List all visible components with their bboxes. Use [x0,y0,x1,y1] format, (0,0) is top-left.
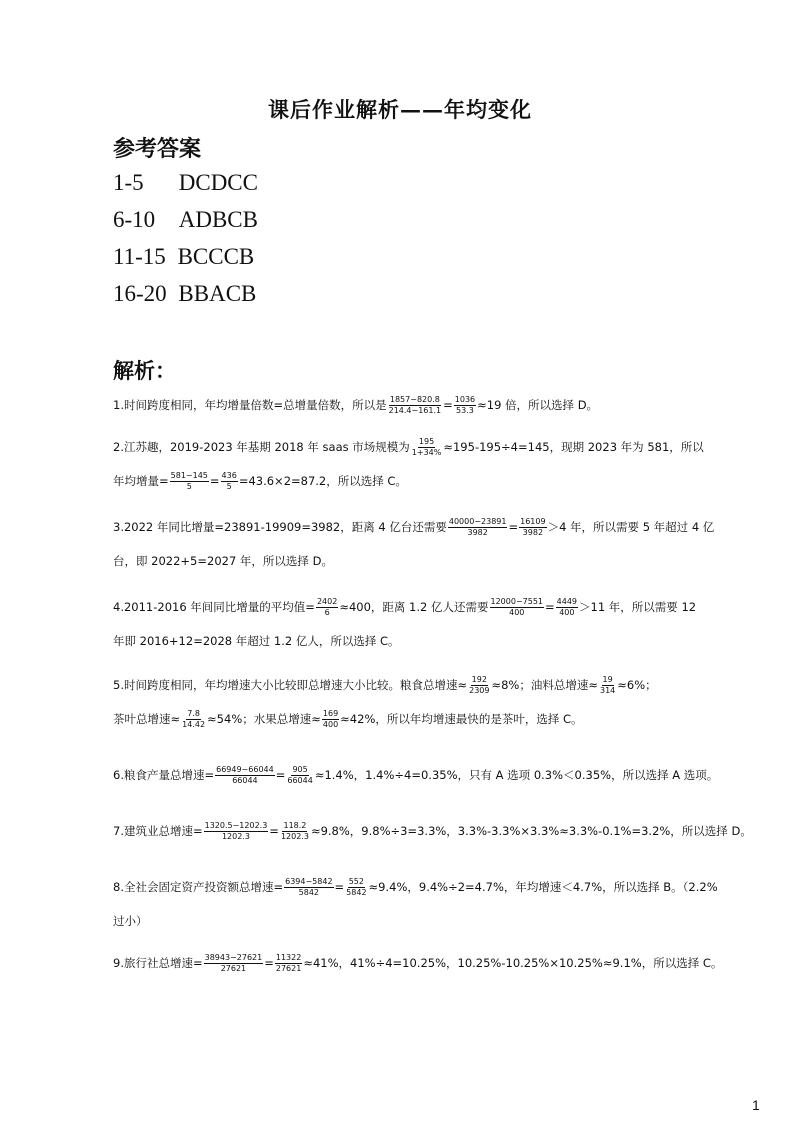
fraction [280,821,310,842]
item-text: = [209,474,220,488]
item-text: ≈8%；油料总增速≈ [491,678,598,692]
fraction [468,675,490,696]
fraction-numerator: 16109 [520,517,546,526]
fraction [345,877,367,898]
fraction [448,517,508,538]
item-text: ＞4 年，所以需要 5 年超过 4 亿 [547,520,715,534]
item-text: ≈42%，所以年均增速最快的是茶叶，选择 C。 [340,712,583,726]
page-number: 1 [752,1097,760,1113]
item-text: 9.旅行社总增速= [113,956,203,970]
fraction [316,597,338,618]
fraction [286,765,313,786]
answer-letters: DCDCC [178,170,258,195]
fraction-denominator: 1202.3 [280,832,309,841]
fraction-denominator: 400 [322,720,339,729]
item-text: =43.6×2=87.2，所以选择 C。 [238,474,407,488]
fraction-denominator: 27621 [275,964,302,973]
item-text: ≈54%；水果总增速≈ [207,712,321,726]
analysis-item-5 [113,668,698,736]
answer-letters: BBACB [178,281,257,306]
analysis-heading: 解析： [113,358,176,383]
item-text: 5.时间跨度相同，年均增速大小比较即总增速大小比较。粮食总增速≈ [113,678,468,692]
fraction-denominator: 214.4−161.1 [388,406,442,415]
item-line-2 [113,702,698,736]
item-text: ≈19 倍，所以选择 D。 [477,398,599,412]
item-text: ＞11 年，所以需要 12 [579,600,697,614]
fraction-denominator: 1+34% [411,448,442,457]
analysis-item-6 [113,758,719,792]
fraction-denominator: 1202.3 [221,832,250,841]
fraction [275,953,302,974]
item-text: 茶叶总增速≈ [113,712,181,726]
item-text: = [264,956,274,970]
fraction-numerator: 195 [418,437,435,446]
fraction-denominator: 27621 [220,964,247,973]
fraction [519,517,546,538]
fraction-numerator: 169 [322,709,339,718]
fraction-numerator: 1857−820.8 [389,395,440,404]
fraction [204,821,269,842]
fraction [322,709,339,730]
fraction-denominator: 5842 [298,888,319,897]
fraction-denominator: 2309 [469,686,490,695]
answer-letters: BCCCB [177,244,255,269]
analysis-item-4 [113,590,698,658]
fraction [204,953,264,974]
answer-line [113,170,258,196]
fraction-numerator: 40000−23891 [448,517,507,526]
item-text: ≈400，距离 1.2 亿人还需要 [339,600,489,614]
analysis-item-3 [113,510,715,578]
fraction-numerator: 118.2 [283,821,307,830]
fraction [284,877,333,898]
answer-range: 6-10 [113,207,156,232]
item-text: ≈41%，41%÷4=10.25%，10.25%-10.25%×10.25%≈9.1%，所以选择 C。 [303,956,723,970]
fraction-numerator: 1320.5−1202.3 [204,821,268,830]
answer-range: 16-20 [113,281,167,306]
fraction-denominator: 400 [559,608,575,617]
fraction [599,675,616,696]
fraction-denominator: 53.3 [456,406,474,415]
fraction-numerator: 38943−27621 [204,953,263,962]
answer-line [113,207,258,233]
item-text: ≈1.4%，1.4%÷4=0.35%，只有 A 选项 0.3%＜0.35%，所以选择 A 选项。 [314,768,719,782]
fraction [221,471,238,492]
fraction-numerator: 581−145 [170,471,208,480]
answer-letters: ADBCB [178,207,258,232]
analysis-item-2 [113,430,704,498]
fraction-denominator: 314 [599,686,616,695]
fraction-numerator: 2402 [316,597,338,606]
answer-range: 11-15 [113,244,166,269]
item-text: 1.时间跨度相同，年均增量倍数=总增量倍数，所以是 [113,398,387,412]
item-text: 8.全社会固定资产投资额总增速= [113,880,284,894]
fraction-denominator: 400 [509,608,525,617]
item-text: = [269,824,279,838]
analysis-item-8 [113,870,718,938]
analysis-item-7 [113,814,752,848]
fraction-denominator: 5 [186,482,192,491]
fraction-numerator: 6394−5842 [285,877,333,886]
fraction-numerator: 19 [602,675,613,684]
item-text: ≈6%； [617,678,657,692]
fraction [388,395,443,416]
fraction-denominator: 14.42 [182,720,206,729]
fraction-numerator: 436 [221,471,237,480]
fraction [170,471,209,492]
answer-range: 1-5 [113,170,144,195]
fraction-numerator: 12000−7551 [490,597,544,606]
fraction-denominator: 66044 [232,776,258,785]
page-title: 课后作业解析——年均变化 [268,97,532,122]
item-text: 4.2011-2016 年间同比增量的平均值= [113,600,315,614]
fraction [556,597,578,618]
fraction-numerator: 11322 [275,953,302,962]
item-text: = [508,520,519,534]
fraction-denominator: 66044 [287,776,313,785]
fraction-numerator: 192 [471,675,487,684]
item-line-2: 台，即 2022+5=2027 年，所以选择 D。 [113,554,333,568]
fraction-numerator: 7.8 [187,709,200,718]
item-line-2: 年即 2016+12=2028 年超过 1.2 亿人，所以选择 C。 [113,634,400,648]
fraction-denominator: 6 [324,608,330,617]
item-text: = [275,768,286,782]
fraction-denominator: 5842 [346,888,367,897]
item-text: = [545,600,555,614]
analysis-item-9 [113,946,723,980]
item-line-2 [113,464,698,498]
fraction-numerator: 552 [348,877,364,886]
fraction-numerator: 4449 [556,597,578,606]
answer-line [113,281,256,307]
item-text: = [443,398,453,412]
item-text: ≈195-195÷4=145，现期 2023 年为 581，所以 [443,440,704,454]
answers-heading: 参考答案 [113,136,202,162]
fraction [411,437,443,458]
fraction-denominator: 3982 [467,528,488,537]
fraction [490,597,545,618]
item-text: 2.江苏趣，2019-2023 年基期 2018 年 saas 市场规模为 [113,440,410,454]
fraction [215,765,275,786]
item-text: 6.粮食产量总增速= [113,768,215,782]
item-text: = [334,880,345,894]
item-text: ≈9.8%，9.8%÷3=3.3%，3.3%-3.3%×3.3%≈3.3%-0.1%=3.2%，所以选择 D。 [310,824,752,838]
fraction [181,709,206,730]
fraction-denominator: 3982 [522,528,544,537]
fraction [454,395,476,416]
analysis-item-1 [113,388,698,422]
answer-line [113,244,254,270]
fraction-numerator: 66949−66044 [216,765,274,774]
item-text: 7.建筑业总增速= [113,824,203,838]
item-text: 年均增量= [113,474,169,488]
fraction-denominator: 5 [226,482,232,491]
item-line-2: 过小） [113,914,148,928]
fraction-numerator: 905 [292,765,308,774]
item-text: 3.2022 年同比增量=23891-19909=3982，距离 4 亿台还需要 [113,520,447,534]
item-text: ≈9.4%，9.4%÷2=4.7%，年均增速＜4.7%，所以选择 B。（2.2% [368,880,718,894]
fraction-numerator: 1036 [454,395,476,404]
